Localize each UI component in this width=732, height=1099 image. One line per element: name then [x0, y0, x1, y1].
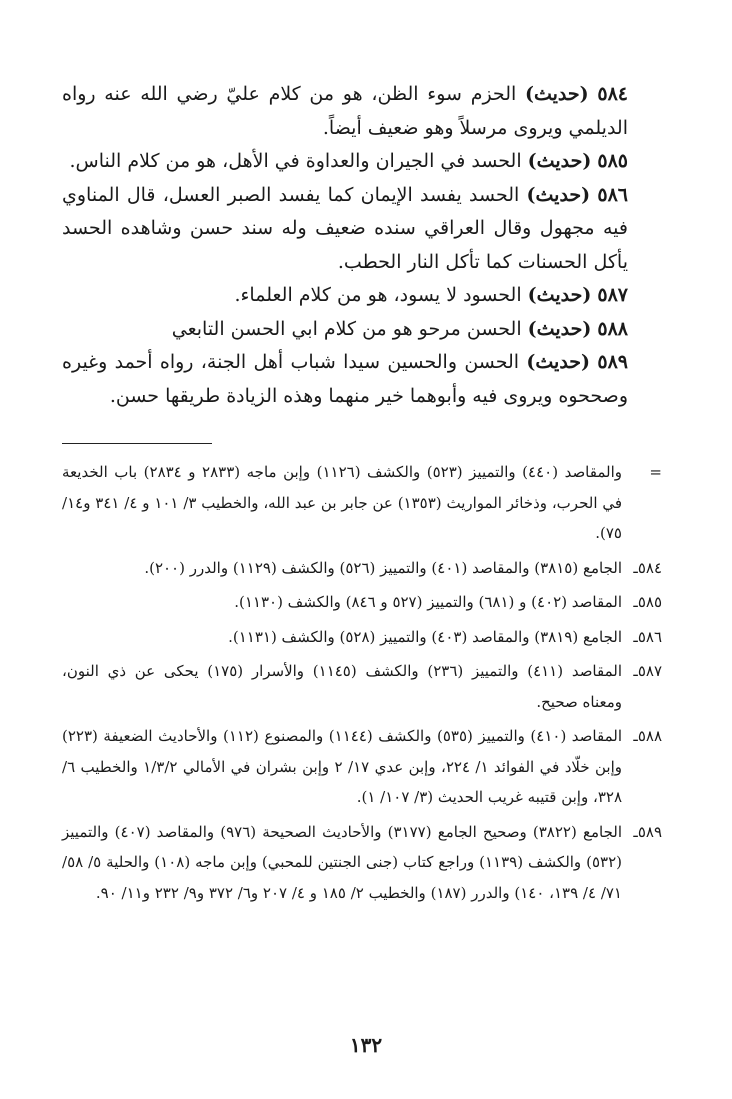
entry-number: ٥٨٧	[597, 284, 628, 306]
footnote-587	[62, 656, 662, 717]
footnote-text: المقاصد (٤٠٢) و (٦٨١) والتمييز (٥٢٧ و ٨٤٦) والكشف (١١٣٠).	[234, 593, 622, 611]
footnote-label: ٥٨٤ـ	[633, 558, 662, 577]
footnotes	[62, 457, 662, 908]
entry-number: ٥٨٦	[597, 183, 629, 206]
entry-text: الحسد في الجيران والعداوة في الأهل، هو من كلام الناس.	[69, 150, 528, 172]
footnote-label: ٥٨٩ـ	[633, 822, 662, 841]
hadith-label: (حديث)	[526, 183, 591, 206]
hadith-label: (حديث)	[527, 317, 592, 340]
entry-585	[62, 145, 662, 179]
footnote-text: المقاصد (٤١١) والتمييز (٢٣٦) والكشف (١١٤٥) والأسرار (١٧٥) يحكى عن ذي النون، ومعناه صحيح.	[62, 662, 622, 711]
entry-number: ٥٨٨	[597, 317, 628, 340]
entry-589	[62, 346, 662, 413]
entry-number: ٥٨٤	[597, 83, 628, 105]
entry-number: ٥٨٩	[597, 351, 628, 373]
hadith-label: (حديث)	[526, 351, 591, 373]
footnote-text: والمقاصد (٤٤٠) والتمييز (٥٢٣) والكشف (١١٢٦) وإبن ماجه (٢٨٣٣ و ٢٨٣٤) باب الخديعة في الحرب، وذخائر المواريث (١٣٥٣) عن جابر بن عبد الله، والخطيب ٣/ ١٠١ و ٤/ ٣٤١ و١٤/ ٧٥).	[62, 463, 622, 542]
entry-586	[62, 179, 662, 280]
main-text	[62, 78, 662, 413]
hadith-label: (حديث)	[527, 150, 592, 172]
separator-line	[62, 443, 212, 444]
footnote-text: المقاصد (٤١٠) والتمييز (٥٣٥) والكشف (١١٤٤) والمصنوع (١١٢) والأحاديث الضعيفة (٢٢٣) وإبن خلّاد في الفوائد ١/ ٢٢٤، وإبن عدي ١٧/ ٢ وإبن بشران في الأمالي ١/٣/٢ والخطيب ٦/ ٣٢٨، وإبن قتيبه غريب الحديث (٣/ ١٠٧/ ١).	[62, 727, 623, 806]
entry-584	[62, 78, 662, 145]
footnote-label: ٥٨٨ـ	[633, 727, 662, 745]
footnote-589	[62, 817, 662, 909]
footnote-label: ٥٨٦ـ	[633, 627, 662, 646]
footnote-label: ٥٨٧ـ	[633, 662, 662, 680]
hadith-label: (حديث)	[527, 284, 592, 306]
entry-587	[62, 279, 662, 313]
footnote-label: ٥٨٥ـ	[633, 593, 662, 611]
entry-text: الحسد يفسد الإيمان كما يفسد الصبر العسل، قال المناوي فيه مجهول وقال العراقي سنده ضعيف وله سند حسن وشاهده الحسد يأكل الحسنات كما تأكل النار الحطب.	[62, 183, 628, 273]
footnote-separator	[62, 433, 662, 457]
footnote-584	[62, 553, 662, 584]
footnote-label: =	[649, 463, 662, 481]
entry-text: الحسن مرحو هو من كلام ابي الحسن التابعي	[171, 317, 528, 340]
footnote-588	[62, 721, 662, 813]
page-number: ١٣٢	[349, 1033, 383, 1057]
footnote-text: الجامع (٣٨١٥) والمقاصد (٤٠١) والتمييز (٥٢٦) والكشف (١١٢٩) والدرر (٢٠٠).	[144, 558, 622, 577]
entry-text: الحسود لا يسود، هو من كلام العلماء.	[234, 284, 528, 306]
footnote-text: الجامع (٣٨٢٢) وصحيح الجامع (٣١٧٧) والأحاديث الصحيحة (٩٧٦) والمقاصد (٤٠٧) والتمييز (٥٣٢) والكشف (١١٣٩) وراجع كتاب (جنى الجنتين للمحبي) وإبن ماجه (١٠٨) والحلية ٥/ ٥٨/ ٧١/ ٤/ ١٣٩، ١٤٠) والدرر (١٨٧) والخطيب ٢/ ١٨٥ و ٤/ ٢٠٧ و٦/ ٣٧٢ و٩/ ٢٣٢ و١١/ ٩٠.	[62, 822, 622, 902]
entry-number: ٥٨٥	[597, 150, 628, 172]
entry-588	[62, 313, 662, 347]
footnote-585	[62, 587, 662, 618]
footnote-586	[62, 622, 662, 653]
entry-text: الحزم سوء الظن، هو من كلام عليّ رضي الله عنه رواه الديلمي ويروى مرسلاً وهو ضعيف أيضاً.	[62, 83, 628, 139]
footnote-continued	[62, 457, 662, 549]
entry-text: الحسن والحسين سيدا شباب أهل الجنة، رواه أحمد وغيره وصححوه ويروى فيه وأبوهما خير منهما وهذه الزيادة طريقها حسن.	[62, 351, 628, 407]
book-page	[62, 78, 662, 1059]
hadith-label: (حديث)	[524, 83, 589, 105]
footnote-text: الجامع (٣٨١٩) والمقاصد (٤٠٣) والتمييز (٥٢٨) والكشف (١١٣١).	[228, 627, 622, 646]
